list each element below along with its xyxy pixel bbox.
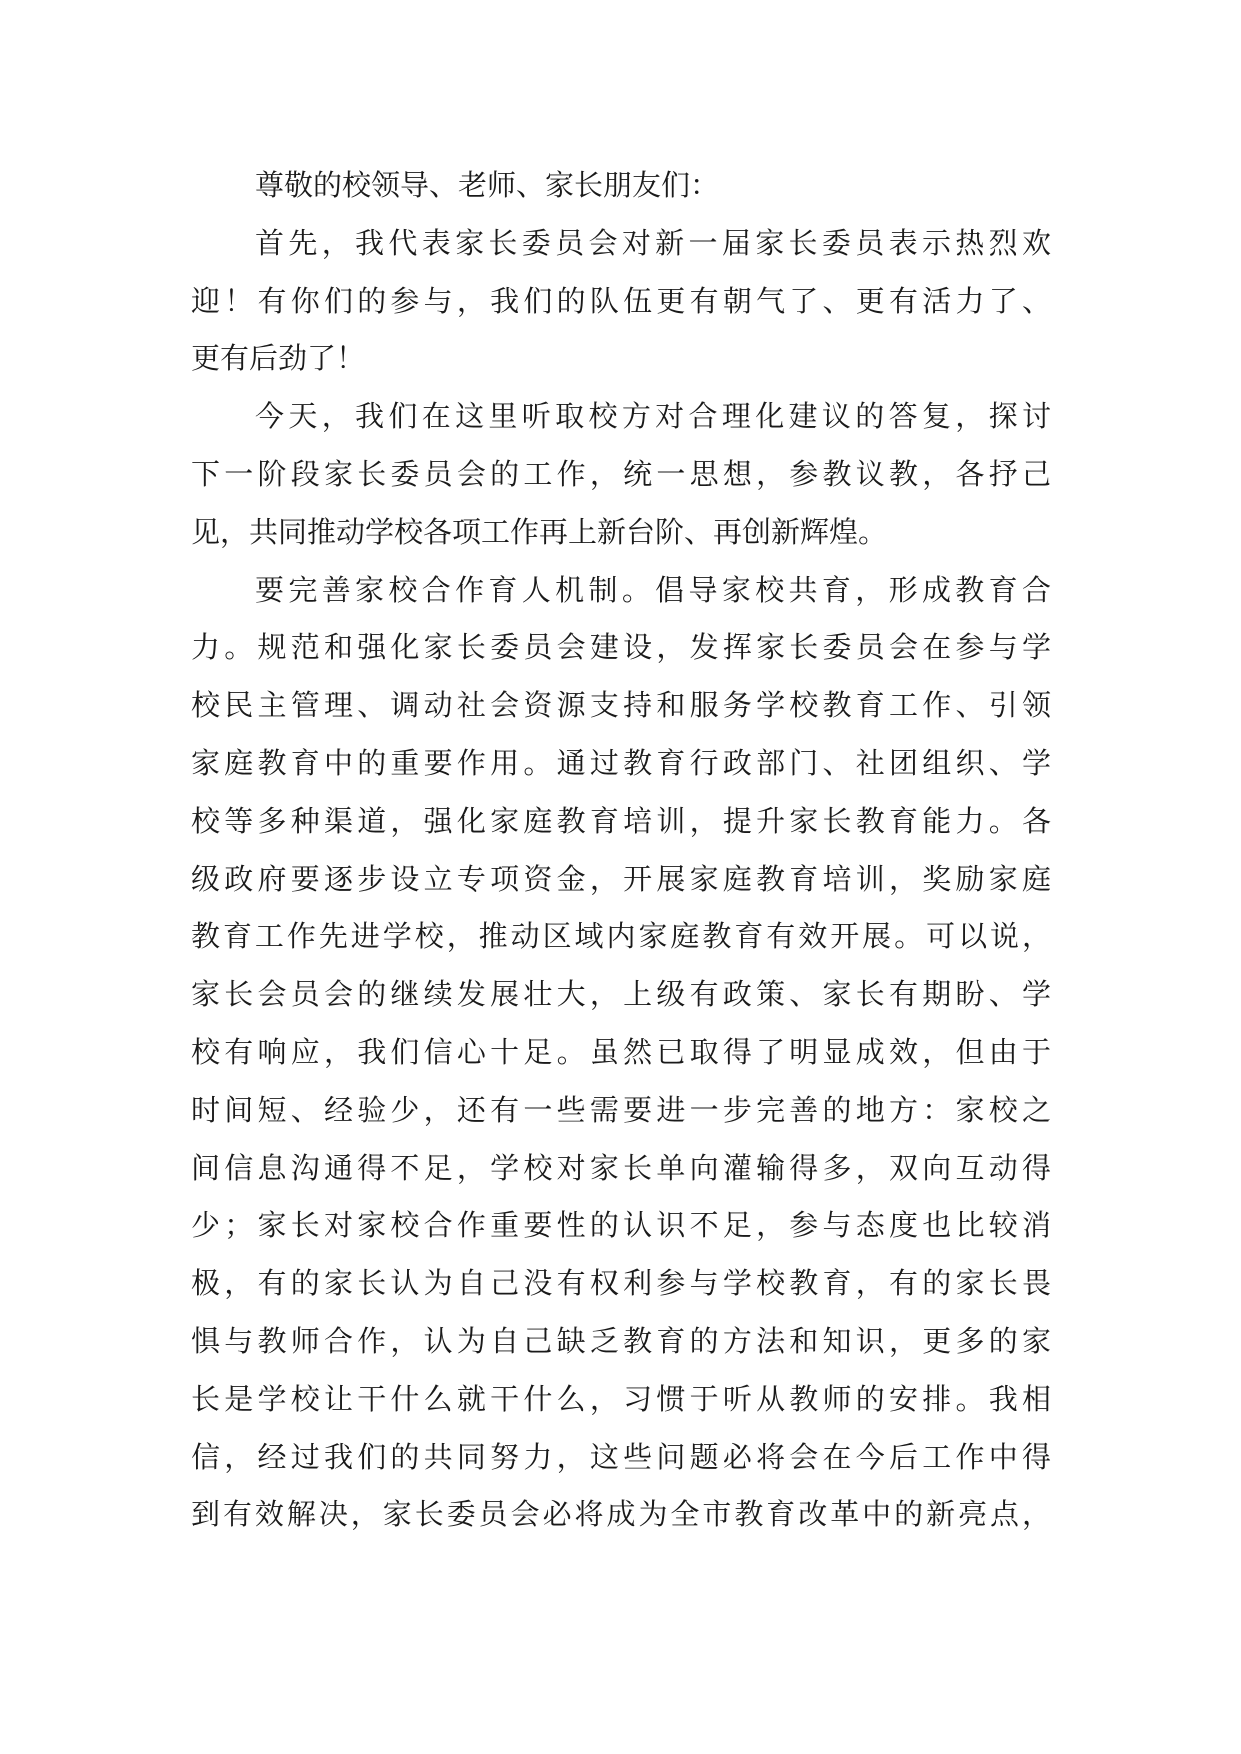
text-line: 长是学校让干什么就干什么，习惯于听从教师的安排。我相 [191, 1381, 1051, 1416]
document-body [191, 157, 1051, 1544]
text-line: 校有响应，我们信心十足。虽然已取得了明显成效，但由于 [191, 1034, 1051, 1069]
text-line: 家庭教育中的重要作用。通过教育行政部门、社团组织、学 [191, 745, 1051, 780]
text-line: 时间短、经验少，还有一些需要进一步完善的地方：家校之 [191, 1092, 1051, 1127]
text-line: 要完善家校合作育人机制。倡导家校共育，形成教育合 [255, 572, 1051, 607]
text-line: 首先，我代表家长委员会对新一届家长委员表示热烈欢 [255, 225, 1051, 260]
text-line: 下一阶段家长委员会的工作，统一思想，参教议教，各抒己 [191, 456, 1051, 491]
text-line: 家长会员会的继续发展壮大，上级有政策、家长有期盼、学 [191, 977, 1051, 1012]
text-line: 极，有的家长认为自己没有权利参与学校教育，有的家长畏 [191, 1266, 1051, 1301]
text-line: 教育工作先进学校，推动区域内家庭教育有效开展。可以说， [191, 919, 1051, 954]
text-line: 级政府要逐步设立专项资金，开展家庭教育培训，奖励家庭 [191, 861, 1051, 896]
text-line: 校等多种渠道，强化家庭教育培训，提升家长教育能力。各 [191, 803, 1051, 838]
text-line: 今天，我们在这里听取校方对合理化建议的答复，探讨 [255, 399, 1051, 434]
text-line: 少；家长对家校合作重要性的认识不足，参与态度也比较消 [191, 1208, 1051, 1243]
text-line: 到有效解决，家长委员会必将成为全市教育改革中的新亮点， [191, 1497, 1051, 1532]
text-line: 惧与教师合作，认为自己缺乏教育的方法和知识，更多的家 [191, 1323, 1051, 1358]
text-line: 迎！有你们的参与，我们的队伍更有朝气了、更有活力了、 [191, 283, 1051, 318]
text-line: 力。规范和强化家长委员会建设，发挥家长委员会在参与学 [191, 630, 1051, 665]
text-line: 更有后劲了！ [191, 341, 366, 376]
text-line: 见，共同推动学校各项工作再上新台阶、再创新辉煌。 [191, 514, 888, 549]
text-line: 间信息沟通得不足，学校对家长单向灌输得多，双向互动得 [191, 1150, 1051, 1185]
text-line: 尊敬的校领导、老师、家长朋友们： [255, 168, 720, 202]
text-line: 校民主管理、调动社会资源支持和服务学校教育工作、引领 [191, 688, 1051, 723]
text-line: 信，经过我们的共同努力，这些问题必将会在今后工作中得 [191, 1439, 1051, 1474]
